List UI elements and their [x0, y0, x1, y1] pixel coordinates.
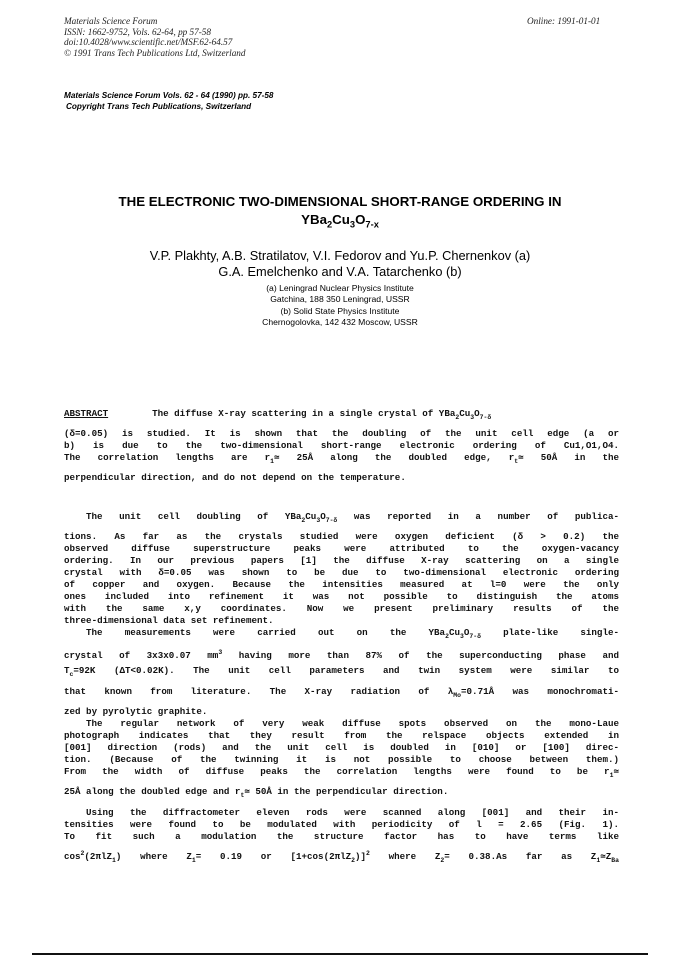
body-text-run: having more than 87% of the superconducting phase and — [222, 650, 619, 661]
body-line: ones included into refinement it was not possible to distinguish the atoms — [64, 591, 619, 602]
body-text-run: = 0.19 or [1+cos(2πlZ — [195, 851, 352, 862]
body-line — [64, 627, 619, 638]
subscript: 7-δ — [325, 516, 338, 524]
subscript: 1 — [596, 856, 601, 864]
body-line — [64, 511, 619, 522]
body-text-run: ≃ 50Å in the perpendicular direction. — [244, 786, 449, 797]
superscript: 3 — [218, 648, 223, 656]
body-line: with the same x,y coordinates. Now we present preliminary results of the — [64, 603, 619, 614]
body-text-run: ) where Z — [115, 851, 192, 862]
body-text-run: plate-like single- — [480, 627, 619, 638]
body-line: ordering. In our previous papers [1] the diffuse X-ray scattering on a single — [64, 555, 619, 566]
citation-issn: ISSN: 1662-9752, Vols. 62-64, pp 57-58 — [64, 26, 211, 37]
body-text-run: ≃ — [613, 766, 619, 777]
affiliation-line: (b) Solid State Physics Institute — [280, 305, 400, 316]
authors-line-1: V.P. Plakhty, A.B. Stratilatov, V.I. Fedorov and Yu.P. Chernenkov (a) — [149, 248, 531, 263]
formula-subscript: 7-x — [365, 219, 379, 230]
abstract-line — [64, 452, 619, 463]
body-line — [64, 766, 619, 777]
abstract-line: perpendicular direction, and do not depend on the temperature. — [64, 472, 406, 483]
abstract-text: The diffuse X-ray scattering in a single crystal of YBa — [152, 408, 456, 419]
body-text-run: was reported in a number of publica- — [337, 511, 620, 522]
body-text-run: =92K (ΔT<0.02K). The unit cell parameters and twin system were similar to — [73, 665, 619, 676]
body-line: Using the diffractometer eleven rods were scanned along [001] and their in- — [86, 807, 619, 818]
title-line-1: THE ELECTRONIC TWO-DIMENSIONAL SHORT-RANGE ORDERING IN — [118, 194, 562, 209]
title-line-2 — [40, 211, 640, 229]
body-text-run: cos — [64, 851, 81, 862]
journal-copyright-line: Copyright Trans Tech Publications, Switzerland — [66, 102, 252, 111]
citation-copyright: © 1991 Trans Tech Publications Ltd, Switzerland — [64, 47, 246, 58]
subscript: 2 — [351, 856, 356, 864]
body-text-run: Cu — [448, 627, 460, 638]
body-text-run: O — [320, 511, 326, 522]
subscript: 7-δ — [469, 632, 481, 640]
affiliation-line: (a) Leningrad Nuclear Physics Institute — [266, 283, 414, 293]
body-line — [64, 686, 619, 697]
paper-title — [40, 193, 640, 229]
subscript: 2 — [445, 632, 449, 640]
body-line: tensities were found to be modulated with periodicity of l = 2.65 (Fig. 1). — [64, 819, 619, 830]
body-line: zed by pyrolytic graphite. — [64, 706, 208, 717]
journal-volume-line: Materials Science Forum Vols. 62 - 64 (1990) pp. 57-58 — [64, 91, 274, 100]
formula-subscript: 3 — [349, 219, 356, 230]
abstract-text: ≃ 25Å along the doubled edge, r — [274, 452, 515, 463]
superscript: 2 — [80, 849, 85, 857]
subscript: t — [514, 457, 519, 465]
page-bottom-rule — [32, 953, 648, 955]
abstract-heading: ABSTRACT — [64, 408, 109, 419]
body-line — [64, 665, 619, 676]
body-line — [64, 851, 619, 862]
body-text-run: = 0.38.As far as Z — [444, 851, 597, 862]
subscript: 2 — [301, 516, 306, 524]
subscript: c — [69, 670, 74, 678]
body-line: tion. (Because of the twinning it is not possible to choose between them.) — [64, 754, 619, 765]
subscript: 3 — [316, 516, 321, 524]
subscript: 1 — [112, 856, 116, 864]
subscript: 1 — [609, 771, 614, 779]
body-line: of copper and oxygen. Because the intensities measured at l=0 were the only — [64, 579, 619, 590]
subscript: 1 — [191, 856, 196, 864]
subscript: Mo — [453, 691, 462, 699]
body-line: The regular network of very weak diffuse spots observed on the mono-Laue — [86, 718, 619, 729]
body-text-run: O — [463, 627, 470, 638]
body-text-run: ≃Z — [600, 851, 612, 862]
authors-line-2: G.A. Emelchenko and V.A. Tatarchenko (b) — [218, 263, 462, 279]
body-text-run: =0.71Å was monochromati- — [461, 686, 619, 697]
subscript: 7-δ — [479, 413, 492, 421]
body-text-run: Cu — [305, 511, 317, 522]
body-text-run: )] — [355, 851, 367, 862]
body-line: tions. As far as the crystals studied were oxygen deficient (δ > 0.2) the — [64, 531, 619, 542]
subscript: 2 — [440, 856, 445, 864]
body-text-run: The measurements were carried out on the YBa — [86, 627, 446, 638]
body-text-run: that known from literature. The X-ray radiation of λ — [64, 686, 454, 697]
citation-doi: doi:10.4028/www.scientific.net/MSF.62-64.57 — [64, 37, 233, 47]
abstract-text: Cu — [459, 408, 471, 419]
body-line: observed diffuse superstructure peaks were attributed to the oxygen-vacancy — [64, 543, 619, 554]
affiliation-line: Gatchina, 188 350 Leningrad, USSR — [270, 294, 410, 305]
abstract-text: O — [474, 408, 480, 419]
body-text-run: crystal of 3x3x0.07 mm — [64, 650, 219, 661]
body-text-run: 25Å along the doubled edge and r — [64, 786, 241, 797]
affiliations — [40, 283, 640, 329]
body-line — [64, 650, 619, 661]
body-line — [64, 786, 619, 797]
body-text-run: T — [64, 665, 70, 676]
abstract-line — [64, 408, 619, 419]
body-text-run: (2πlZ — [84, 851, 112, 862]
affiliation-line: Chernogolovka, 142 432 Moscow, USSR — [262, 317, 418, 328]
journal-reference — [64, 90, 273, 112]
superscript: 2 — [366, 849, 370, 857]
subscript: 3 — [470, 413, 475, 421]
abstract-text: ≃ 50Å in the — [518, 452, 620, 463]
abstract-line: b) is due to the two-dimensional short-range electronic ordering of Cu1,O1,O4. — [64, 440, 619, 451]
body-line: photograph indicates that they result from the relspace objects extended in — [64, 730, 619, 741]
body-text-run: The unit cell doubling of YBa — [86, 511, 302, 522]
subscript: 2 — [455, 413, 460, 421]
subscript: 3 — [459, 632, 464, 640]
formula-part: O — [355, 212, 366, 227]
body-text-run: From the width of diffuse peaks the correlation lengths were found to be r — [64, 766, 610, 777]
formula-part: Cu — [332, 212, 350, 227]
online-date: Online: 1991-01-01 — [527, 16, 601, 26]
abstract-line: (δ=0.05) is studied. It is shown that the doubling of the unit cell edge (a or — [64, 428, 619, 439]
body-line: crystal with δ=0.05 was shown to be due to two-dimensional electronic ordering — [64, 567, 619, 578]
body-line: To fit such a modulation the structure factor has to have terms like — [64, 831, 619, 842]
subscript: Ba — [611, 856, 619, 864]
formula-subscript: 2 — [327, 219, 333, 230]
author-list — [40, 248, 640, 279]
body-text-run: where Z — [369, 851, 441, 862]
subscript: t — [240, 791, 245, 799]
body-line: [001] direction (rods) and the unit cell is doubled in [010] or [100] direc- — [64, 742, 619, 753]
citation-journal: Materials Science Forum — [64, 16, 158, 26]
abstract-text: The correlation lengths are r — [64, 452, 271, 463]
formula-part: YBa — [301, 212, 327, 227]
subscript: 1 — [270, 457, 274, 465]
citation-block — [64, 16, 245, 58]
body-line: three-dimensional data set refinement. — [64, 615, 274, 626]
